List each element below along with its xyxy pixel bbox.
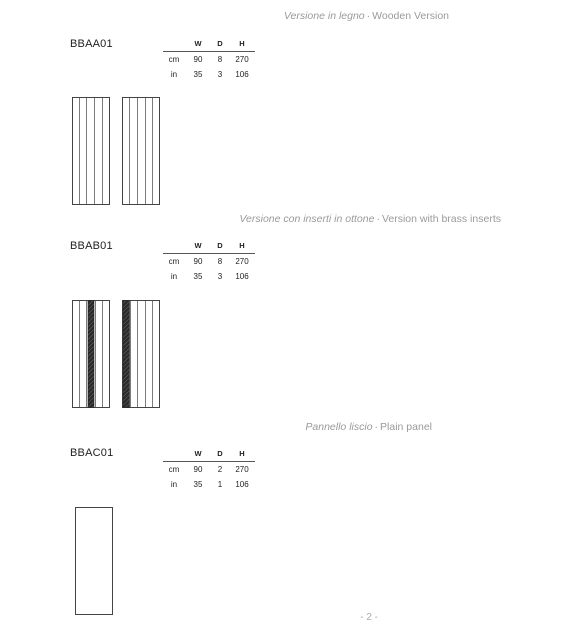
section-title-italian: Versione in legno — [283, 10, 365, 22]
header-cell — [163, 36, 185, 52]
page-number — [0, 612, 574, 623]
table-cell: 1 — [217, 480, 223, 489]
table-header-row — [163, 238, 255, 254]
table-cell: 35 — [193, 70, 203, 79]
table-row — [163, 254, 255, 270]
section-title-wooden — [284, 10, 449, 22]
table-cell: cm — [168, 257, 180, 266]
page-number-text: - 2 - — [360, 612, 378, 623]
table-cell: in — [170, 480, 178, 489]
table-row — [163, 462, 255, 478]
section-title-english: Version with brass inserts — [381, 213, 501, 225]
table-cell: 3 — [217, 70, 223, 79]
table-cell: 3 — [217, 272, 223, 281]
table-cell: 106 — [235, 480, 249, 489]
dimensions-table — [163, 446, 255, 492]
wooden-panel-back-drawing — [122, 97, 160, 205]
section-title-italian: Pannello liscio — [305, 421, 373, 433]
table-row — [163, 269, 255, 284]
dimensions-table — [163, 36, 255, 82]
table-cell: 106 — [235, 272, 249, 281]
table-cell: cm — [168, 465, 180, 474]
brass-panel-back-drawing — [122, 300, 160, 408]
table-cell: in — [170, 272, 178, 281]
header-cell: H — [239, 39, 245, 48]
plain-panel-drawing — [75, 507, 113, 615]
header-cell: W — [194, 241, 202, 250]
header-cell — [163, 446, 185, 462]
section-title-english: Plain panel — [380, 421, 432, 433]
header-cell: D — [217, 449, 223, 458]
section-title-plain — [305, 421, 432, 433]
table-cell: 2 — [217, 465, 223, 474]
table-cell: 270 — [235, 55, 249, 64]
header-cell: D — [217, 241, 223, 250]
table-cell: 35 — [193, 480, 203, 489]
table-cell: 35 — [193, 272, 203, 281]
table-cell: 270 — [235, 465, 249, 474]
product-code: BBAA01 — [70, 38, 113, 50]
table-cell: 90 — [193, 257, 203, 266]
table-header-row — [163, 446, 255, 462]
table-cell: 90 — [193, 465, 203, 474]
header-cell: H — [239, 449, 245, 458]
table-cell: 8 — [217, 55, 223, 64]
title-separator: · — [366, 10, 371, 22]
table-row — [163, 67, 255, 82]
header-cell: D — [217, 39, 223, 48]
table-header-row — [163, 36, 255, 52]
table-row — [163, 477, 255, 492]
section-title-english: Wooden Version — [372, 10, 449, 22]
table-cell: 270 — [235, 257, 249, 266]
header-cell: W — [194, 449, 202, 458]
section-title-italian: Versione con inserti in ottone — [239, 213, 375, 225]
section-title-brass — [239, 213, 501, 225]
header-cell: W — [194, 39, 202, 48]
brass-panel-front-drawing — [72, 300, 110, 408]
table-row — [163, 52, 255, 68]
wooden-panel-front-drawing — [72, 97, 110, 205]
header-cell: H — [239, 241, 245, 250]
dimensions-table — [163, 238, 255, 284]
title-separator: · — [376, 213, 380, 225]
title-separator: · — [374, 421, 379, 433]
product-code: BBAB01 — [70, 240, 113, 252]
table-cell: cm — [168, 55, 180, 64]
table-cell: 106 — [235, 70, 249, 79]
table-cell: 8 — [217, 257, 223, 266]
header-cell — [163, 238, 185, 254]
product-code: BBAC01 — [70, 447, 114, 459]
table-cell: 90 — [193, 55, 203, 64]
table-cell: in — [170, 70, 178, 79]
